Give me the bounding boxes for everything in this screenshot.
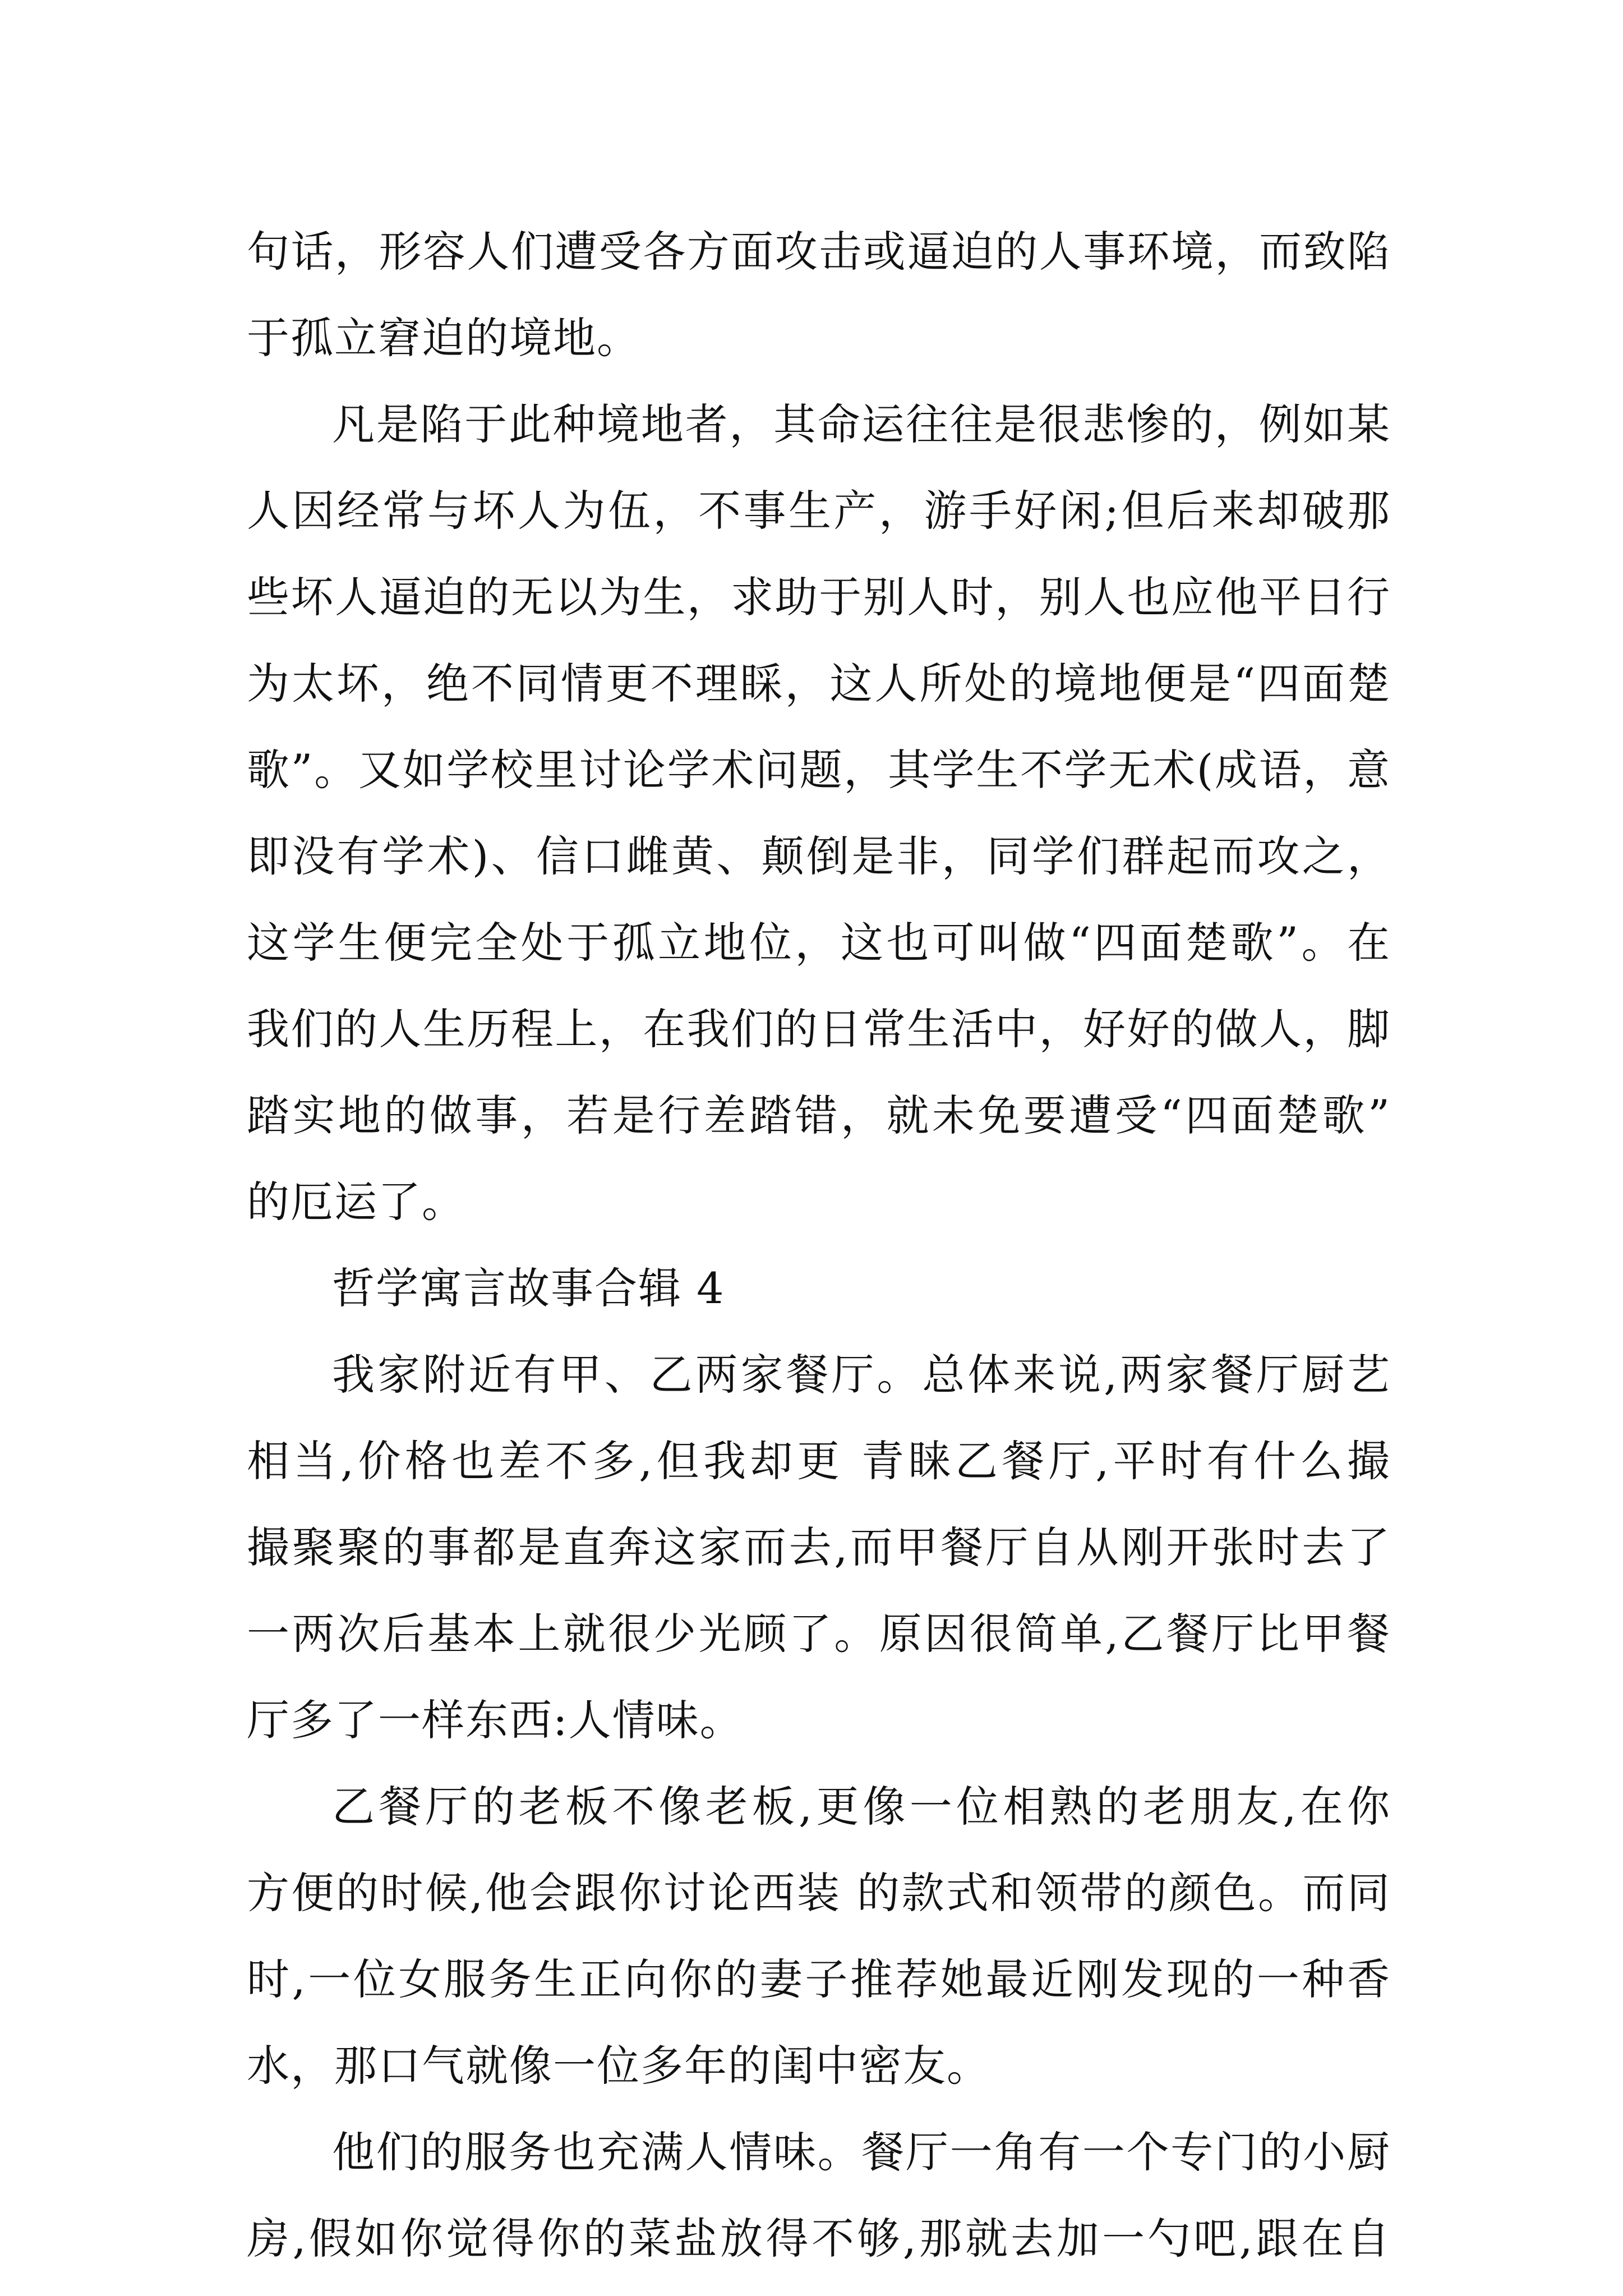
text-line: 方便的时候,他会跟你讨论西装 的款式和领带的颜色。而同 (247, 1868, 1391, 1918)
text-line: 人因经常与坏人为伍，不事生产，游手好闲;但后来却破那 (247, 486, 1391, 536)
document-body (247, 209, 1391, 2282)
text-line: 房,假如你觉得你的菜盐放得不够,那就去加一勺吧,跟在自 (247, 2214, 1391, 2263)
text-line: 乙餐厅的老板不像老板,更像一位相熟的老朋友,在你 (332, 1782, 1391, 1832)
text-line: 相当,价格也差不多,但我却更 青睐乙餐厅,平时有什么撮 (247, 1436, 1391, 1486)
text-line: 撮聚聚的事都是直奔这家而去,而甲餐厅自从刚开张时去了 (247, 1522, 1391, 1572)
text-line: 于孤立窘迫的境地。 (247, 313, 640, 363)
text-line: 水，那口气就像一位多年的闺中密友。 (247, 2041, 990, 2091)
text-line: 踏实地的做事，若是行差踏错，就未免要遭受“四面楚歌” (247, 1091, 1391, 1140)
text-line: 些坏人逼迫的无以为生，求助于别人时，别人也应他平日行 (247, 572, 1391, 622)
text-line: 凡是陷于此种境地者，其命运往往是很悲惨的，例如某 (332, 399, 1391, 449)
text-line: 为太坏，绝不同情更不理睬，这人所处的境地便是“四面楚 (247, 659, 1391, 708)
text-line: 一两次后基本上就很少光顾了。原因很简单,乙餐厅比甲餐 (247, 1609, 1391, 1659)
text-line: 歌”。又如学校里讨论学术问题，其学生不学无术(成语，意 (247, 745, 1391, 795)
section-heading: 哲学寓言故事合辑 4 (332, 1263, 725, 1313)
text-line: 这学生便完全处于孤立地位，这也可叫做“四面楚歌”。在 (247, 918, 1391, 968)
text-line: 我们的人生历程上，在我们的日常生活中，好好的做人，脚 (247, 1004, 1391, 1054)
text-line: 的厄运了。 (247, 1177, 465, 1227)
text-line: 我家附近有甲、乙两家餐厅。总体来说,两家餐厅厨艺 (332, 1350, 1391, 1400)
text-line: 即没有学术)、信口雌黄、颠倒是非，同学们群起而攻之， (247, 831, 1391, 881)
text-line: 句话，形容人们遭受各方面攻击或逼迫的人事环境，而致陷 (247, 227, 1391, 277)
text-line: 他们的服务也充满人情味。餐厅一角有一个专门的小厨 (332, 2127, 1391, 2177)
text-line: 厅多了一样东西:人情味。 (247, 1695, 744, 1745)
text-line: 时,一位女服务生正向你的妻子推荐她最近刚发现的一种香 (247, 1954, 1391, 2004)
